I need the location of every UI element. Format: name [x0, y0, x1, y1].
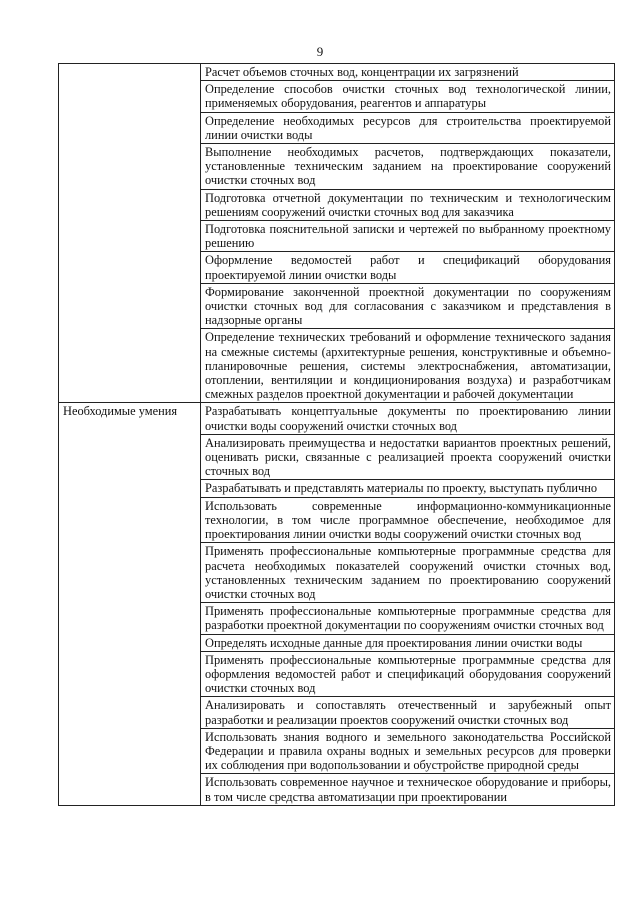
list-item: Использовать знания водного и земельного законодательства Российской Федерации и правила охраны водных и земельных ресурсов для проверки их соблюдения при водопользовании и обустройстве природной среды: [201, 728, 615, 774]
list-item: Разрабатывать концептуальные документы по проектированию линии очистки воды сооружений очистки сточных вод: [201, 403, 615, 434]
list-item: Подготовка пояснительной записки и чертежей по выбранному проектному решению: [201, 221, 615, 252]
list-item: Определение способов очистки сточных вод технологической линии, применяемых оборудования, реагентов и аппаратуры: [201, 81, 615, 112]
table-row: [59, 64, 615, 81]
list-item: Подготовка отчетной документации по техническим и технологическим решениям сооружений очистки сточных вод для заказчика: [201, 189, 615, 220]
list-item: Анализировать преимущества и недостатки вариантов проектных решений, оценивать риски, связанные с реализацией проекта сооружений очистки сточных вод: [201, 434, 615, 480]
table-row: [59, 403, 615, 434]
list-item: Использовать современные информационно-коммуникационные технологии, в том числе программное обеспечение, необходимое для проектирования линии очистки воды сооружений очистки сточных вод: [201, 497, 615, 543]
list-item: Оформление ведомостей работ и спецификаций оборудования проектируемой линии очистки воды: [201, 252, 615, 283]
list-item: Использовать современное научное и техническое оборудование и приборы, в том числе средства автоматизации при проектировании: [201, 774, 615, 805]
page-number: 9: [316, 44, 324, 59]
list-item: Расчет объемов сточных вод, концентрации их загрязнений: [201, 64, 615, 81]
section-label-cell: [59, 64, 201, 403]
list-item: Разрабатывать и представлять материалы по проекту, выступать публично: [201, 480, 615, 497]
list-item: Определение технических требований и оформление технического задания на смежные системы (архитектурные решения, конструктивные и объемно-планировочные решения, системы электроснабжения, автоматизации, отоплении, вентиляции и кондиционирования воздуха) и разработчикам смежных разделов проектной документации и рабочей документации: [201, 329, 615, 403]
list-item: Определение необходимых ресурсов для строительства проектируемой линии очистки воды: [201, 112, 615, 143]
list-item: Выполнение необходимых расчетов, подтверждающих показатели, установленные техническим заданием на проектирование сооружений очистки сточных вод: [201, 144, 615, 190]
list-item: Анализировать и сопоставлять отечественный и зарубежный опыт разработки и реализации проектов сооружений очистки сточных вод: [201, 697, 615, 728]
skills-label-cell: Необходимые умения: [59, 403, 201, 805]
list-item: Определять исходные данные для проектирования линии очистки воды: [201, 634, 615, 651]
list-item: Применять профессиональные компьютерные программные средства для разработки проектной документации по сооружениям очистки сточных вод: [201, 603, 615, 634]
list-item: Применять профессиональные компьютерные программные средства для оформления ведомостей работ и спецификаций оборудования сооружений очистки сточных вод: [201, 651, 615, 697]
requirements-table: [58, 63, 615, 806]
list-item: Формирование законченной проектной документации по сооружениям очистки сточных вод для согласования с заказчиком и представления в надзорные органы: [201, 283, 615, 329]
list-item: Применять профессиональные компьютерные программные средства для расчета необходимых показателей сооружений очистки сточных вод, установленных техническим заданием по проектированию сооружений очистки сточных вод: [201, 543, 615, 603]
